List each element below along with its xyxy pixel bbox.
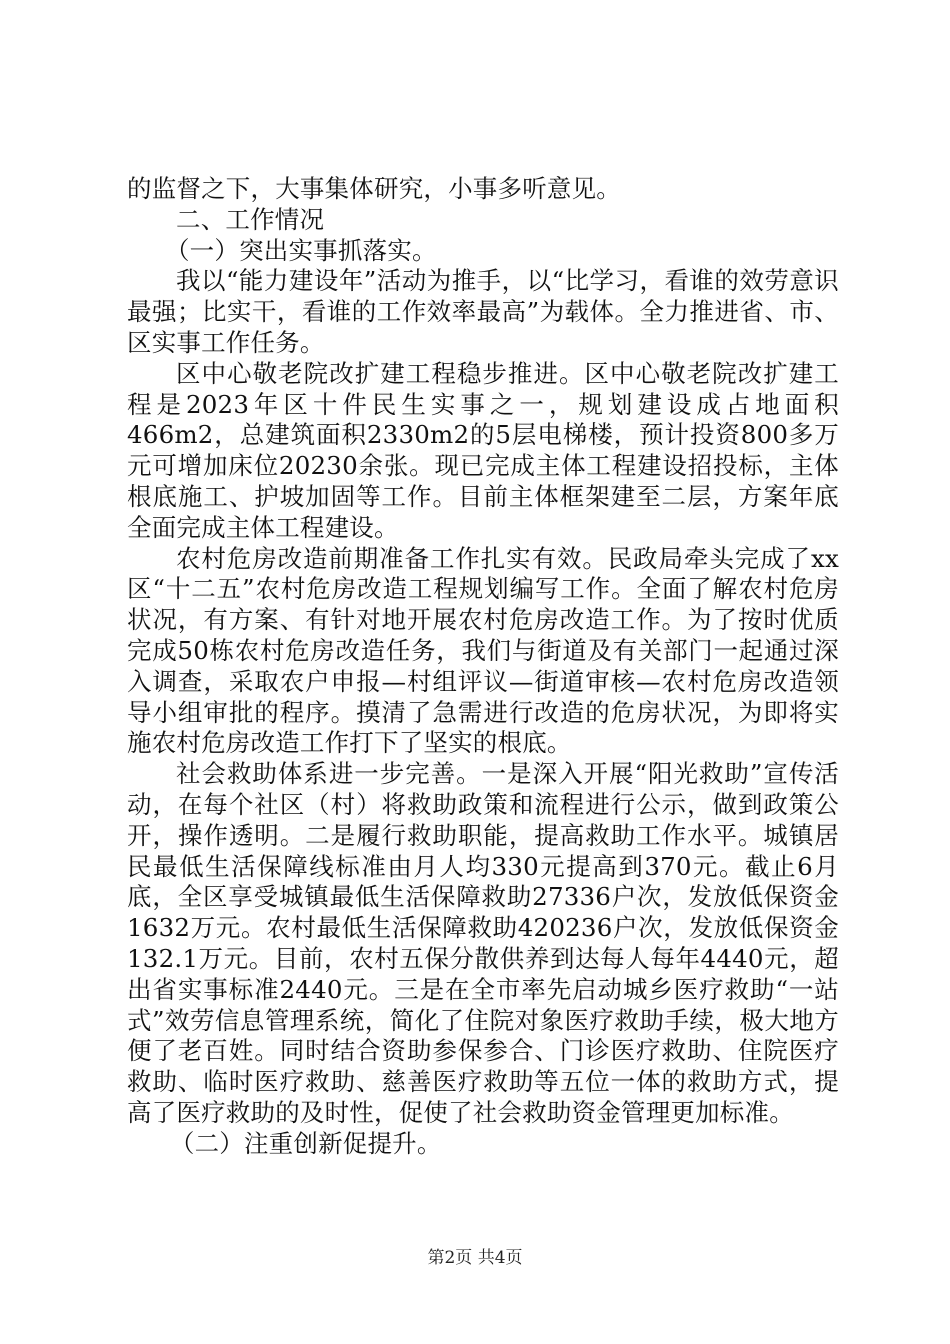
paragraph-continuation: 的监督之下，大事集体研究，小事多听意见。 — [127, 174, 621, 203]
page-number-footer: 第2页 共4页 — [427, 1248, 523, 1268]
paragraph: 农村危房改造前期准备工作扎实有效。民政局牵头完成了xx区“十二五”农村危房改造工程规划编写工作。全面了解农村危房状况，有方案、有针对地开展农村危房改造工作。为了按时优质完成50栋农村危房改造任务，我们与街道及有关部门一起通过深入调查，采取农户申报—村组评议—街道审核—农村危房改造领导小组审批的程序。摸清了急需进行改造的危房状况，为即将实施农村危房改造工作打下了坚实的根底。 — [127, 543, 839, 758]
document-body — [127, 174, 839, 1160]
paragraph: 区中心敬老院改扩建工程稳步推进。区中心敬老院改扩建工程是2023年区十件民生实事之一，规划建设成占地面积466m2，总建筑面积2330m2的5层电梯楼，预计投资800多万元可增加床位20230余张。现已完成主体工程建设招投标，主体根底施工、护坡加固等工作。目前主体框架建至二层，方案年底全面完成主体工程建设。 — [127, 358, 839, 542]
paragraph: 我以“能力建设年”活动为推手，以“比学习，看谁的效劳意识最强；比实干，看谁的工作效率最高”为载体。全力推进省、市、区实事工作任务。 — [127, 266, 839, 357]
subsection-heading: （二）注重创新促提升。 — [169, 1128, 442, 1158]
subsection-heading: （一）突出实事抓落实。 — [164, 235, 437, 265]
section-heading: 二、工作情况 — [176, 204, 325, 234]
paragraph: 社会救助体系进一步完善。一是深入开展“阳光救助”宣传活动，在每个社区（村）将救助政策和流程进行公示，做到政策公开，操作透明。二是履行救助职能，提高救助工作水平。城镇居民最低生活保障线标准由月人均330元提高到370元。截止6月底，全区享受城镇最低生活保障救助27336户次，发放低保资金1632万元。农村最低生活保障救助420236户次，发放低保资金132.1万元。目前，农村五保分散供养到达每人每年4440元，超出省实事标准2440元。三是在全市率先启动城乡医疗救助“一站式”效劳信息管理系统，简化了住院对象医疗救助手续，极大地方便了老百姓。同时结合资助参保参合、门诊医疗救助、住院医疗救助、临时医疗救助、慈善医疗救助等五位一体的救助方式，提高了医疗救助的及时性，促使了社会救助资金管理更加标准。 — [127, 759, 839, 1127]
